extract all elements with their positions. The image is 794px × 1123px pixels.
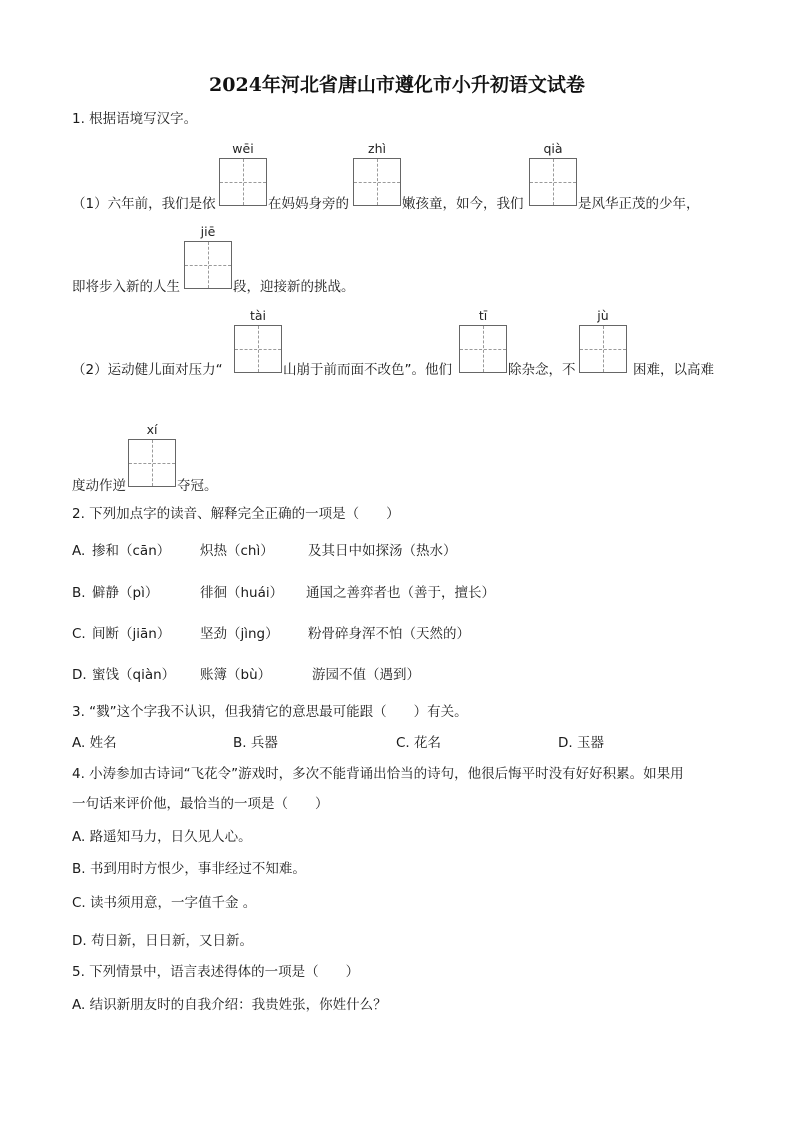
option-item: 炽热（chì）	[200, 543, 274, 559]
option-letter: B.	[72, 585, 86, 601]
option-text: 书到用时方恨少，事非经过不知难。	[89, 861, 306, 877]
q1-p1-text: 在妈妈身旁的	[268, 196, 349, 212]
option-letter: C.	[72, 626, 86, 642]
option-letter: D.	[558, 735, 573, 751]
q1-p1-text: 嫩孩童，如今，我们	[402, 196, 524, 212]
option-item: 间断（jiān）	[92, 626, 171, 642]
q2-option-a[interactable]	[72, 542, 457, 560]
q4-stem: 4. 小涛参加古诗词“飞花令”游戏时，多次不能背诵出恰当的诗句，他很后悔平时没有好好积累。如果用	[72, 766, 684, 782]
option-item: 坚劲（jìng）	[200, 626, 279, 642]
q1-p1-text: 段，迎接新的挑战。	[233, 279, 355, 295]
option-item: 徘徊（huái）	[200, 585, 284, 601]
option-text: 路遥知马力，日久见人心。	[89, 829, 252, 845]
q1-p1-text: （1）六年前，我们是依	[72, 196, 216, 212]
q3-option-b[interactable]	[233, 734, 278, 752]
q3-option-a[interactable]	[72, 734, 117, 752]
option-text: 花名	[414, 735, 442, 751]
char-input-box[interactable]	[353, 158, 401, 206]
q1-p2-text: 山崩于前而面不改色”。他们	[283, 362, 452, 378]
q2-option-c[interactable]	[72, 625, 470, 643]
option-letter: A.	[72, 997, 86, 1013]
q4-option-d[interactable]	[72, 932, 253, 950]
q4-option-b[interactable]	[72, 860, 306, 878]
option-item: 通国之善弈者也（善于，擅长）	[306, 585, 495, 601]
page-title: 2024年河北省唐山市遵化市小升初语文试卷	[209, 74, 585, 96]
option-item: 及其日中如探汤（热水）	[308, 543, 457, 559]
q5-stem: 5. 下列情景中，语言表述得体的一项是（ ）	[72, 964, 360, 980]
option-letter: B.	[233, 735, 247, 751]
option-text: 兵器	[250, 735, 278, 751]
char-input-box[interactable]	[529, 158, 577, 206]
pinyin-label: jiē	[200, 224, 216, 239]
char-input-box[interactable]	[579, 325, 627, 373]
char-input-box[interactable]	[219, 158, 267, 206]
q2-option-d[interactable]	[72, 666, 420, 684]
option-text: 苟日新，日日新，又日新。	[90, 933, 253, 949]
q1-p2-text: 度动作逆	[72, 478, 126, 494]
option-text: 读书须用意，一字值千金 。	[90, 895, 257, 911]
q3-option-c[interactable]	[396, 734, 441, 752]
q3-option-d[interactable]	[558, 734, 604, 752]
option-item: 账簿（bù）	[200, 667, 272, 683]
q4-option-c[interactable]	[72, 894, 256, 912]
q1-p2-text: 除杂念，不	[508, 362, 576, 378]
option-text: 玉器	[576, 735, 604, 751]
q1-stem: 1. 根据语境写汉字。	[72, 111, 198, 127]
option-letter: C.	[72, 895, 86, 911]
pinyin-label: qià	[543, 141, 563, 156]
option-item: 粉骨碎身浑不怕（天然的）	[308, 626, 470, 642]
q1-p2-text: 夺冠。	[177, 478, 218, 494]
q1-p2-text: （2）运动健儿面对压力“	[72, 362, 223, 378]
pinyin-label: tī	[478, 308, 488, 323]
q4-stem: 一句话来评价他，最恰当的一项是（ ）	[72, 796, 329, 812]
q2-stem: 2. 下列加点字的读音、解释完全正确的一项是（ ）	[72, 506, 400, 522]
option-item: 游园不值（遇到）	[312, 667, 420, 683]
char-input-box[interactable]	[234, 325, 282, 373]
option-letter: C.	[396, 735, 410, 751]
char-input-box[interactable]	[459, 325, 507, 373]
option-letter: D.	[72, 667, 87, 683]
option-letter: B.	[72, 861, 86, 877]
option-letter: D.	[72, 933, 87, 949]
char-input-box[interactable]	[128, 439, 176, 487]
char-input-box[interactable]	[184, 241, 232, 289]
option-item: 僻静（pì）	[92, 585, 159, 601]
option-text: 结识新朋友时的自我介绍：我贵姓张，你姓什么？	[89, 997, 387, 1013]
pinyin-label: tài	[249, 308, 267, 323]
option-item: 掺和（cān）	[92, 543, 171, 559]
q1-p1-text: 是风华正茂的少年，	[578, 196, 700, 212]
q2-option-b[interactable]	[72, 584, 495, 602]
q1-p2-text: 困难，以高难	[633, 362, 714, 378]
option-item: 蜜饯（qiàn）	[92, 667, 176, 683]
q3-stem: 3. “戮”这个字我不认识，但我猜它的意思最可能跟（ ）有关。	[72, 704, 468, 720]
pinyin-label: wēi	[232, 141, 254, 156]
pinyin-label: xí	[146, 422, 158, 437]
q5-option-a[interactable]	[72, 996, 387, 1014]
option-text: 姓名	[89, 735, 117, 751]
pinyin-label: zhì	[368, 141, 386, 156]
q4-option-a[interactable]	[72, 828, 252, 846]
option-letter: A.	[72, 735, 86, 751]
pinyin-label: jù	[597, 308, 609, 323]
option-letter: A.	[72, 543, 86, 559]
option-letter: A.	[72, 829, 86, 845]
q1-p1-text: 即将步入新的人生	[72, 279, 180, 295]
